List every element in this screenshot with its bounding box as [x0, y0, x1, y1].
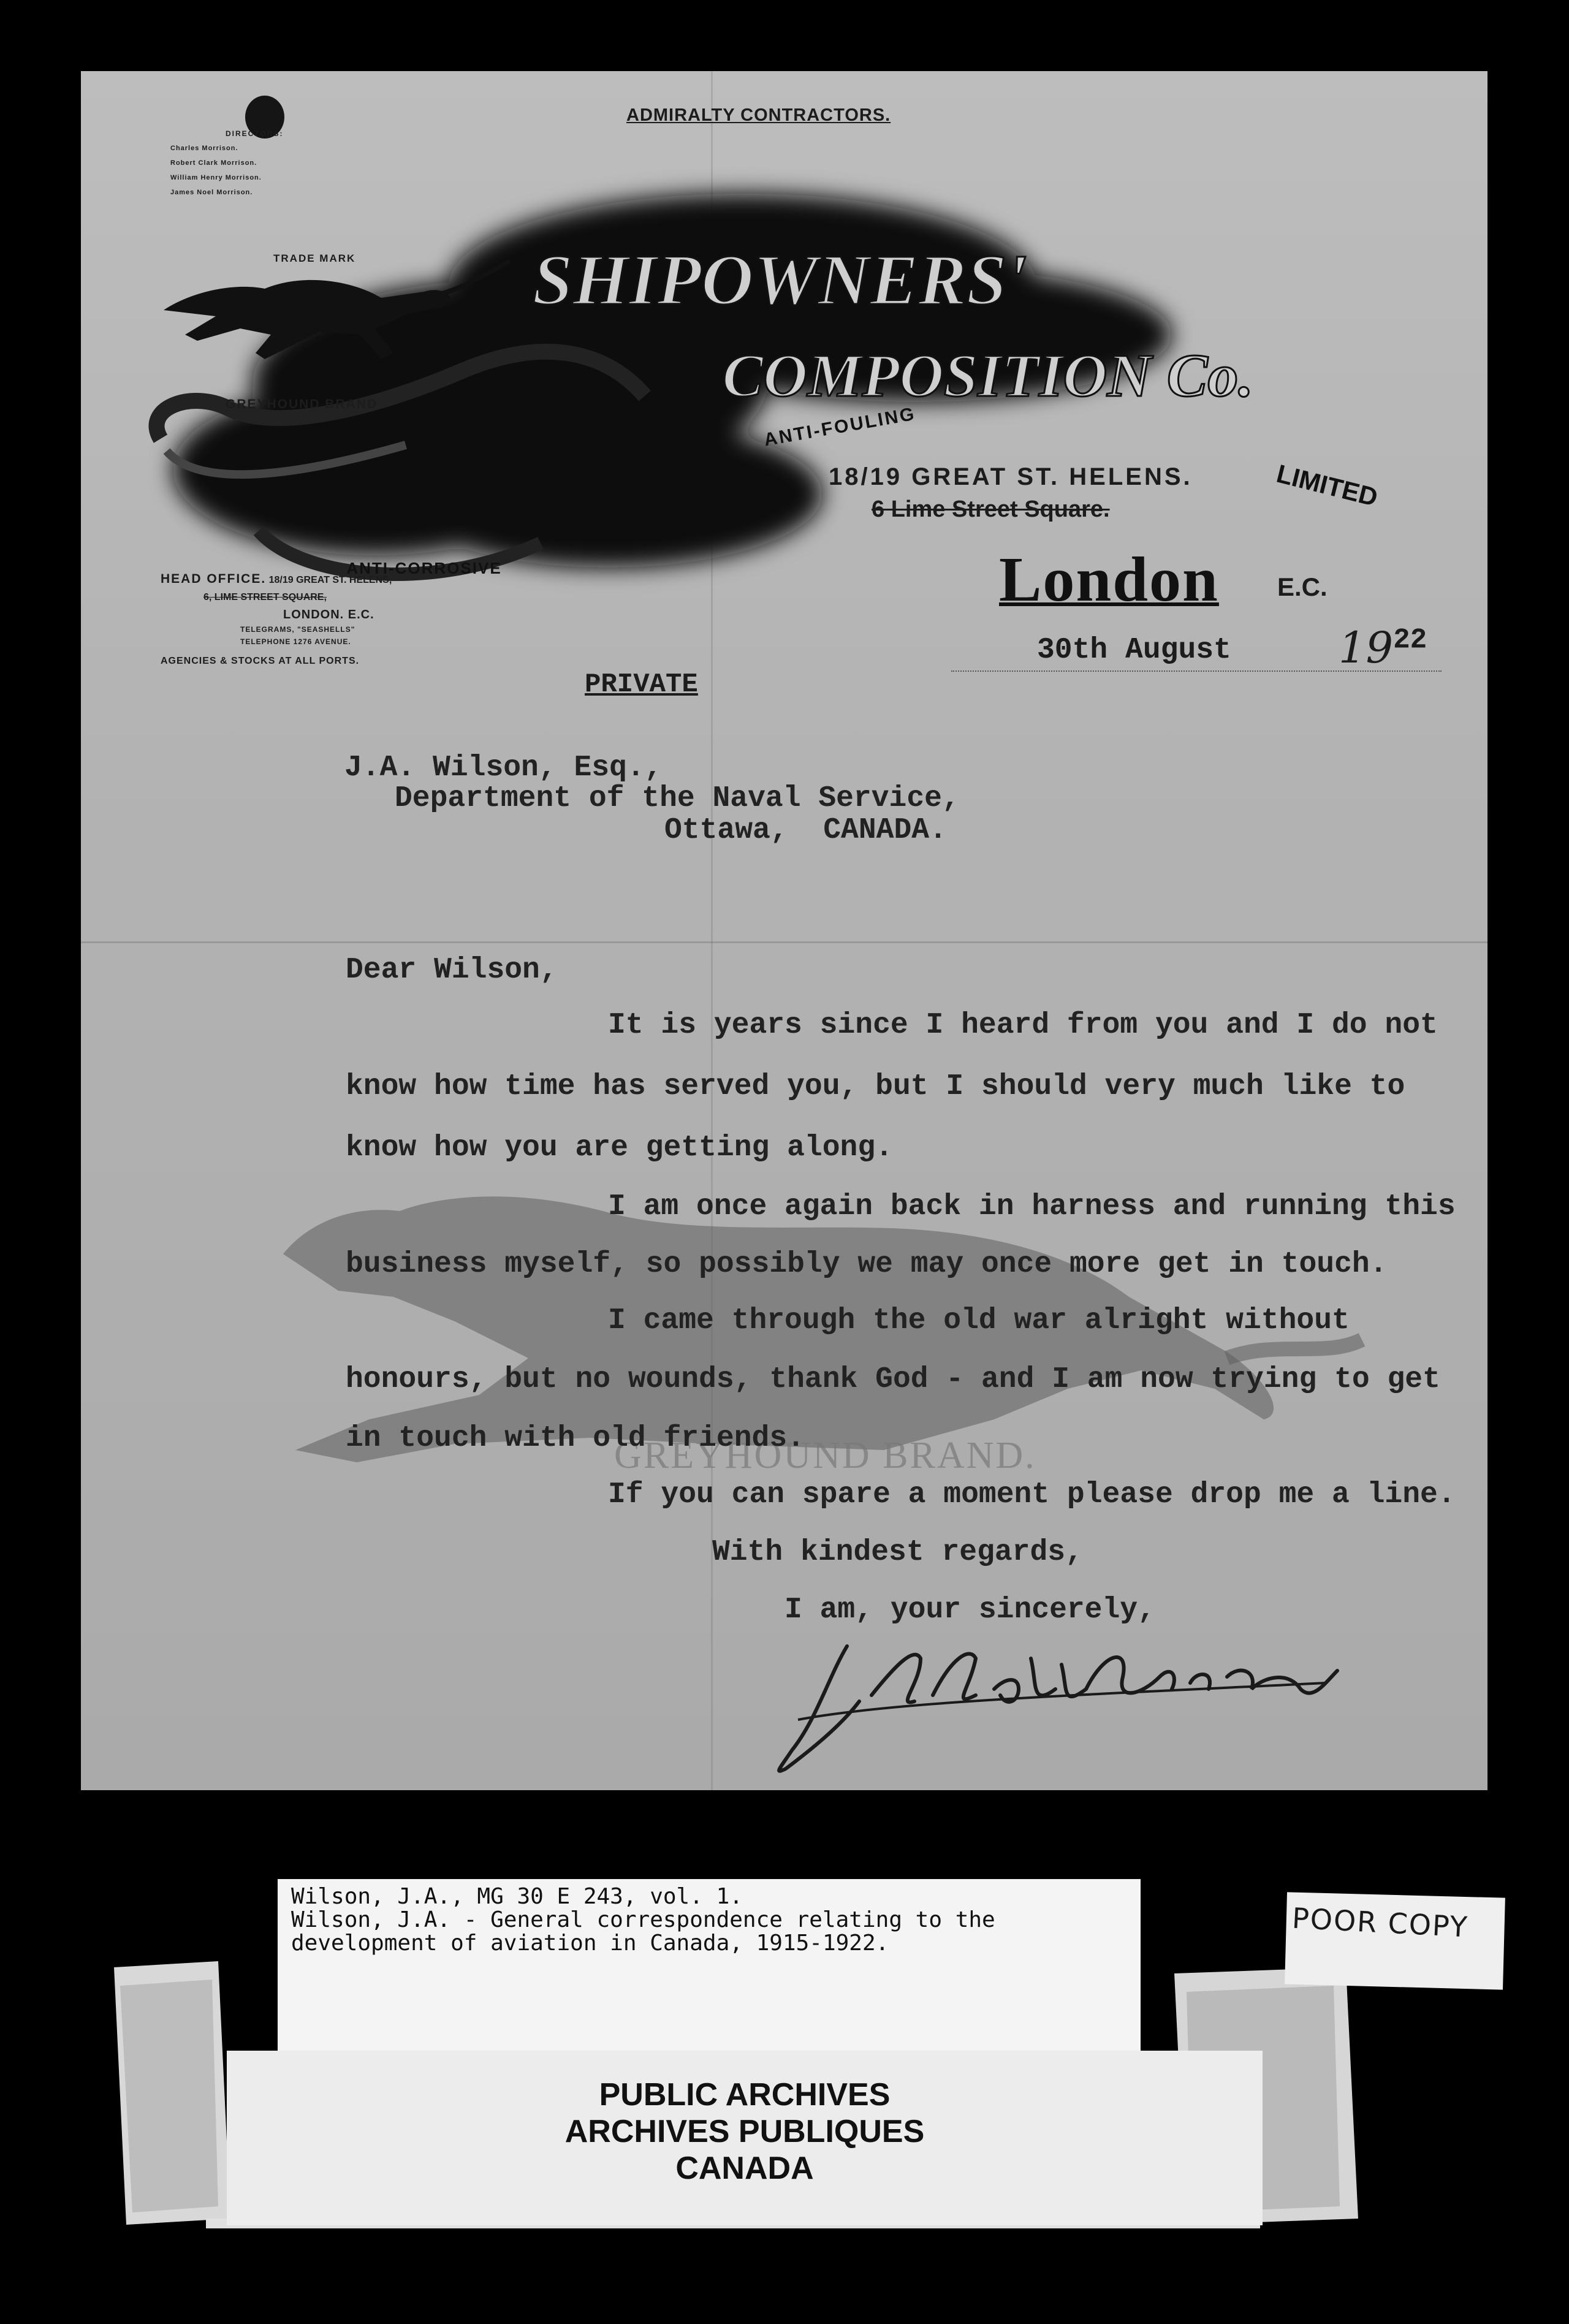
fold-line-horizontal: [81, 941, 1487, 943]
private-marking: PRIVATE: [585, 669, 698, 700]
date-rule: [951, 670, 1442, 672]
poor-copy-text: POOR COPY: [1291, 1901, 1470, 1944]
body-line: If you can spare a moment please drop me a line.: [608, 1478, 1456, 1511]
head-office-address: 18/19 GREAT ST. HELENS,: [268, 575, 392, 585]
watermark-text: GREYHOUND BRAND.: [614, 1435, 1036, 1476]
body-line: I came through the old war alright without: [608, 1304, 1350, 1337]
anti-corrosive-label: ANTI-CORROSIVE: [346, 559, 502, 577]
greyhound-brand-label: GREYHOUND BRAND: [226, 397, 378, 411]
head-office-city: LONDON. E.C.: [283, 608, 374, 621]
director-name: Robert Clark Morrison.: [170, 159, 257, 167]
directors-label: DIRECTORS:: [226, 129, 284, 138]
signature: [773, 1622, 1374, 1781]
closing-line: With kindest regards,: [712, 1536, 1083, 1569]
head-office-block: [161, 571, 479, 670]
company-address-struck: 6 Lime Street Square.: [872, 496, 1110, 522]
archive-label-line: development of aviation in Canada, 1915-1922.: [291, 1931, 889, 1956]
archives-stamp-line: PUBLIC ARCHIVES: [599, 2077, 891, 2113]
director-name: Charles Morrison.: [170, 145, 238, 152]
body-line: honours, but no wounds, thank God - and I am now trying to get: [346, 1363, 1440, 1396]
company-name-line1: SHIPOWNERS': [532, 240, 1027, 320]
recipient-line: Ottawa, CANADA.: [664, 814, 947, 847]
telegrams-line: TELEGRAMS, "SEASHELLS": [240, 625, 355, 634]
body-line: business myself, so possibly we may once more get in touch.: [346, 1248, 1388, 1281]
archive-label-text: [291, 1885, 1137, 1955]
director-name: William Henry Morrison.: [170, 174, 262, 181]
salutation: Dear Wilson,: [346, 954, 558, 987]
limited-label: LIMITED: [1274, 458, 1381, 512]
company-address: 18/19 GREAT ST. HELENS.: [829, 463, 1193, 490]
anti-fouling-label: ANTI-FOULING: [762, 403, 917, 450]
company-name-line2: COMPOSITION Co.: [722, 341, 1254, 409]
body-line: in touch with old friends.: [346, 1422, 805, 1455]
city-name: London: [999, 544, 1219, 615]
archives-stamp-line: CANADA: [675, 2151, 814, 2186]
recipient-line: J.A. Wilson, Esq.,: [344, 751, 663, 784]
year-typed: 22: [1393, 624, 1427, 656]
letter-date: 30th August: [1037, 634, 1231, 667]
agencies-line: AGENCIES & STOCKS AT ALL PORTS.: [161, 656, 360, 666]
body-line: know how time has served you, but I should very much like to: [346, 1070, 1405, 1103]
body-line: It is years since I heard from you and I do not: [608, 1009, 1438, 1042]
archives-stamp-line: ARCHIVES PUBLIQUES: [564, 2114, 925, 2149]
head-office-label: HEAD OFFICE.: [161, 572, 267, 586]
admiralty-contractors: ADMIRALTY CONTRACTORS.: [626, 105, 891, 125]
archives-stamp: [227, 2076, 1263, 2187]
year-prefix: 19: [1339, 623, 1394, 673]
body-line: I am once again back in harness and running this: [608, 1190, 1456, 1223]
closing-line: I am, your sincerely,: [784, 1593, 1155, 1627]
archive-label-line: Wilson, J.A. - General correspondence relating to the: [291, 1907, 995, 1932]
telephone-line: TELEPHONE 1276 AVENUE.: [240, 637, 351, 646]
archive-label-line: Wilson, J.A., MG 30 E 243, vol. 1.: [291, 1884, 743, 1909]
letter-year: [1339, 623, 1427, 673]
recipient-line: Department of the Naval Service,: [395, 782, 960, 815]
trade-mark-label: TRADE MARK: [273, 253, 356, 264]
letter-sheet: [81, 71, 1487, 1790]
head-office-struck: 6, LIME STREET SQUARE,: [203, 592, 327, 602]
body-line: know how you are getting along.: [346, 1131, 893, 1164]
director-name: James Noel Morrison.: [170, 189, 253, 196]
city-suffix: E.C.: [1277, 572, 1328, 601]
